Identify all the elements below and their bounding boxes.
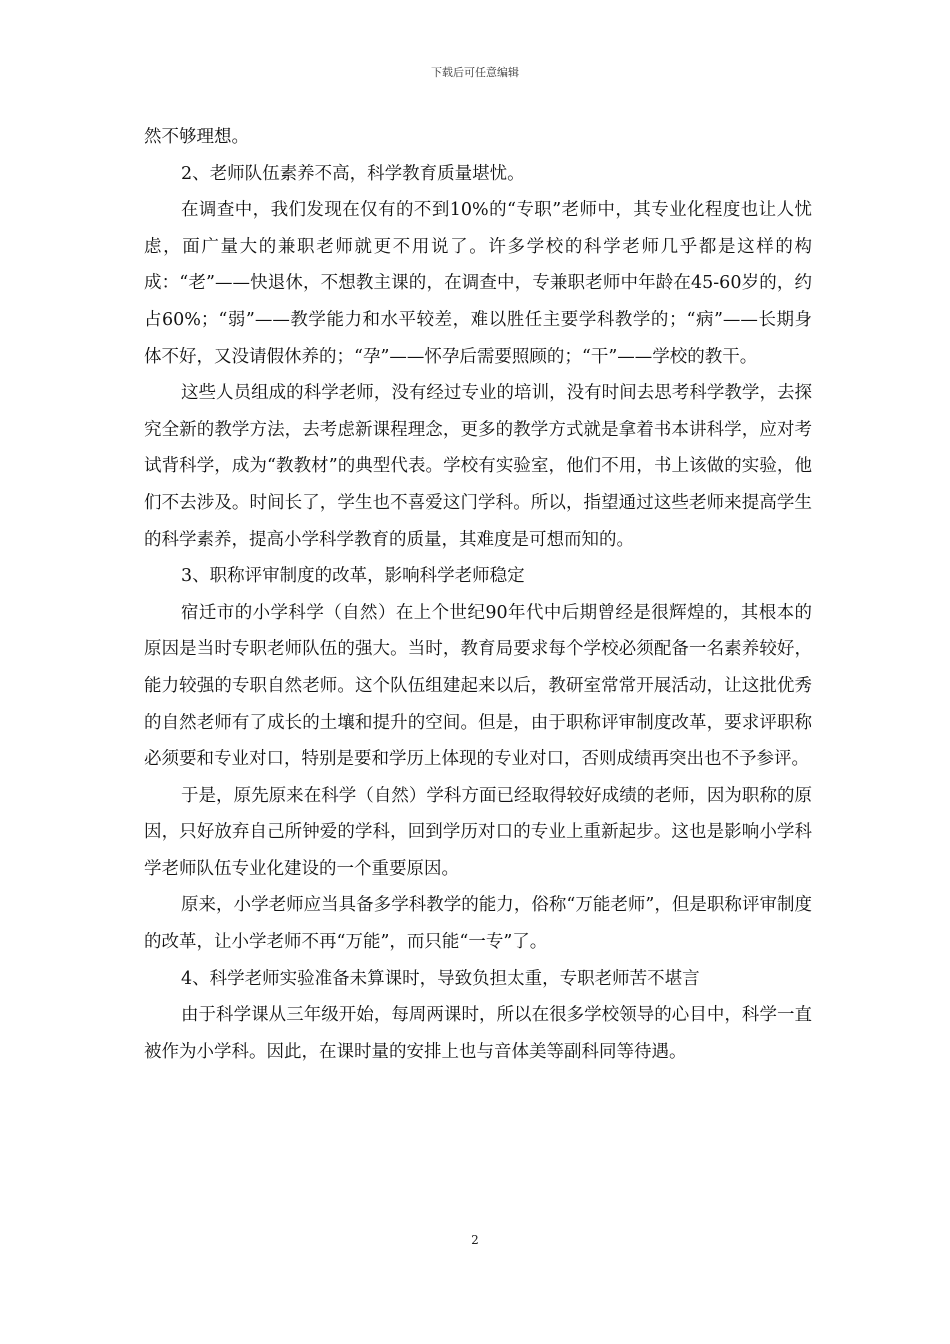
paragraph-class-hours: 由于科学课从三年级开始，每周两课时，所以在很多学校领导的心目中，科学一直被作为小学科。因此，在课时量的安排上也与音体美等副科同等待遇。 (144, 1005, 812, 1062)
section-heading-4: 4、科学老师实验准备未算课时，导致负担太重，专职老师苦不堪言 (181, 968, 700, 989)
page-header: 下载后可任意编辑 (431, 66, 519, 79)
section-heading-2: 2、老师队伍素养不高，科学教育质量堪忧。 (181, 163, 525, 184)
page-number: 2 (471, 1233, 479, 1247)
paragraph-versatile-teacher: 原来，小学老师应当具备多学科教学的能力，俗称“万能老师”，但是职称评审制度的改革，让小学老师不再“万能”，而只能“一专”了。 (144, 895, 812, 953)
paragraph-continuation: 然不够理想。 (144, 127, 249, 147)
paragraph-survey: 在调查中，我们发现在仅有的不到10%的“专职”老师中，其专业化程度也让人忧虑，面广量大的兼职老师就更不用说了。许多学校的科学老师几乎都是这样的构成：“老”——快退休，不想教主课的，在调查中，专兼职老师中年龄在45-60岁的，约占60%；“弱”——教学能力和水平较差，难以胜任主要学科教学的；“病”——长期身体不好，又没请假休养的；“孕”——怀孕后需要照顾的；“干”——学校的教干。 (144, 200, 812, 367)
paragraph-suqian-history: 宿迁市的小学科学（自然）在上个世纪90年代中后期曾经是很辉煌的，其根本的原因是当时专职老师队伍的强大。当时，教育局要求每个学校必须配备一名素养较好，能力较强的专职自然老师。这个队伍组建起来以后，教研室常常开展活动，让这批优秀的自然老师有了成长的土壤和提升的空间。但是，由于职称评审制度改革，要求评职称必须要和专业对口，特别是要和学历上体现的专业对口，否则成绩再突出也不予参评。 (144, 602, 812, 770)
section-heading-3: 3、职称评审制度的改革，影响科学老师稳定 (181, 566, 525, 587)
paragraph-title-reason: 于是，原先原来在科学（自然）学科方面已经取得较好成绩的老师，因为职称的原因，只好放弃自己所钟爱的学科，回到学历对口的专业上重新起步。这也是影响小学科学老师队伍专业化建设的一个重要原因。 (144, 785, 812, 879)
paragraph-teacher-composition: 这些人员组成的科学老师，没有经过专业的培训，没有时间去思考科学教学，去探究全新的教学方法，去考虑新课程理念，更多的教学方式就是拿着书本讲科学，应对考试背科学，成为“教教材”的典型代表。学校有实验室，他们不用，书上该做的实验，他们不去涉及。时间长了，学生也不喜爱这门学科。所以，指望通过这些老师来提高学生的科学素养，提高小学科学教育的质量，其难度是可想而知的。 (144, 383, 812, 550)
document-body (144, 119, 812, 1070)
